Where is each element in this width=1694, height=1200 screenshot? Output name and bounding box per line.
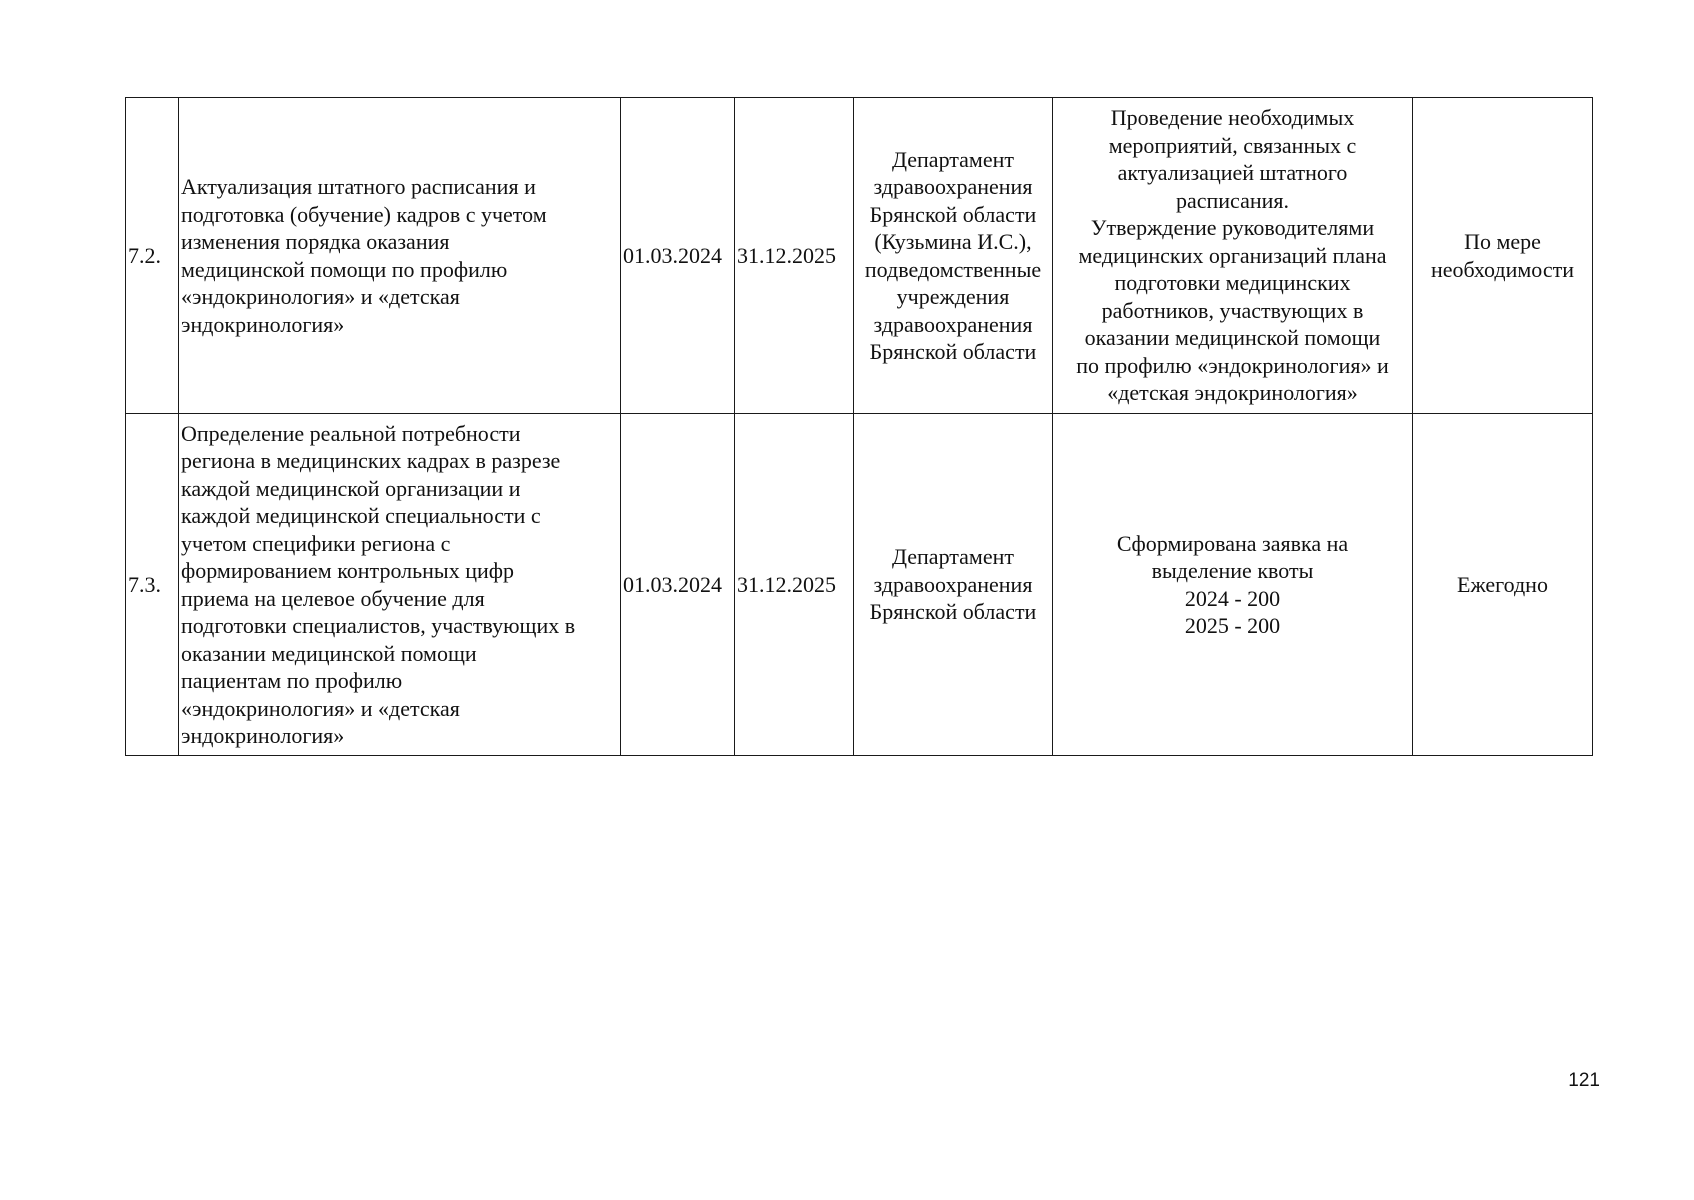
table-row [126,98,1593,414]
item-number: 7.3. [126,414,179,756]
expected-result: Проведение необходимых мероприятий, связанных с актуализацией штатного расписания. Утверждение руководителями медицинских организаций плана подготовки медицинских работников, участвующих в оказании медицинской помощи по профилю «эндокринология» и «детская эндокринология» [1053,98,1413,414]
responsible-party: Департамент здравоохранения Брянской области [854,414,1053,756]
end-date: 31.12.2025 [735,414,854,756]
page-number: 121 [1568,1070,1600,1091]
frequency: По мере необходимости [1413,98,1593,414]
frequency: Ежегодно [1413,414,1593,756]
measures-table [125,97,1593,756]
measure-name: Определение реальной потребности региона в медицинских кадрах в разрезе каждой медицинской организации и каждой медицинской специальности с учетом специфики региона с формированием контрольных цифр приема на целевое обучение для подготовки специалистов, участвующих в оказании медицинской помощи пациентам по профилю «эндокринология» и «детская эндокринология» [179,414,621,756]
start-date: 01.03.2024 [621,414,735,756]
responsible-party: Департамент здравоохранения Брянской области (Кузьмина И.С.), подведомственные учреждения здравоохранения Брянской области [854,98,1053,414]
item-number: 7.2. [126,98,179,414]
expected-result: Сформирована заявка на выделение квоты 2024 - 200 2025 - 200 [1053,414,1413,756]
start-date: 01.03.2024 [621,98,735,414]
table-row [126,414,1593,756]
measure-name: Актуализация штатного расписания и подготовка (обучение) кадров с учетом изменения порядка оказания медицинской помощи по профилю «эндокринология» и «детская эндокринология» [179,98,621,414]
end-date: 31.12.2025 [735,98,854,414]
